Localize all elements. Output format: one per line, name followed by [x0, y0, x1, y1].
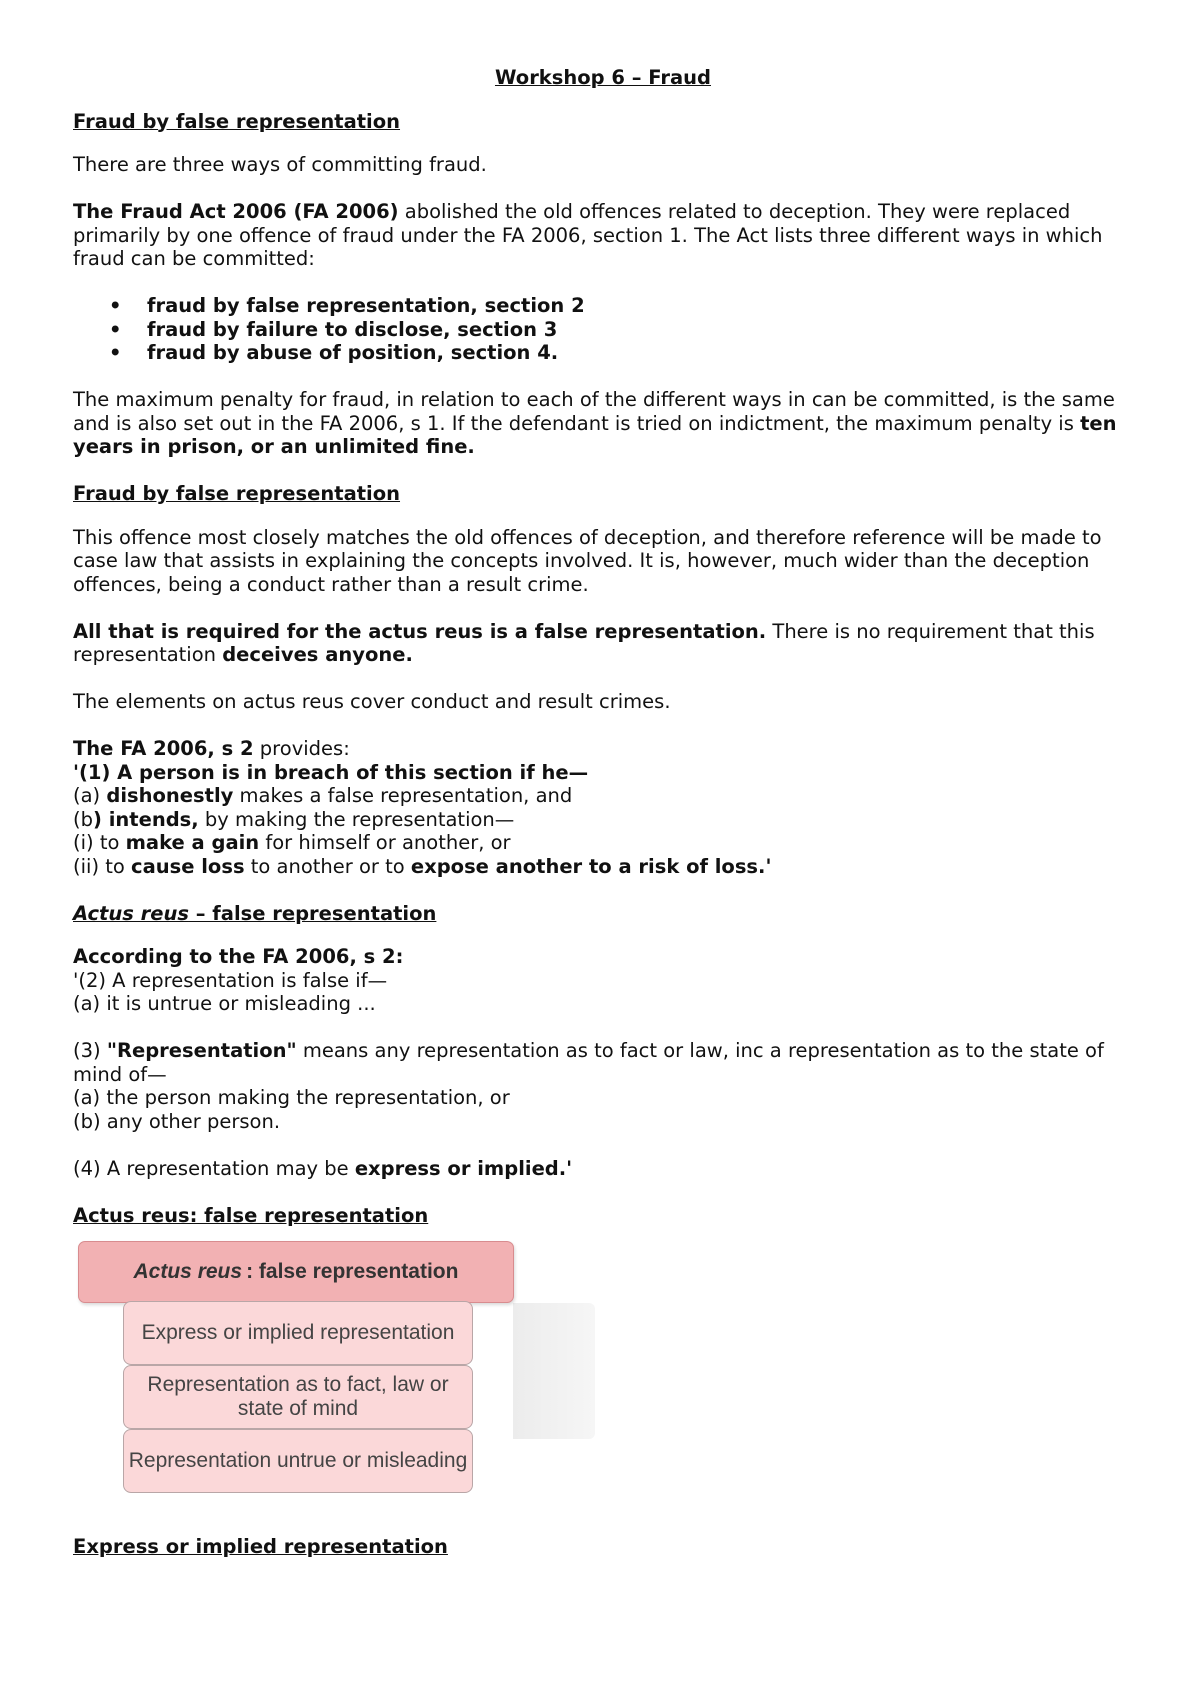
fraud-act-text: abolished the old offences related to deception. They were replaced primarily by one offence of fraud under the FA 2006, section 1. The Act lists three different ways in which fraud can be committed: [73, 200, 1103, 270]
quote-bold: According to the FA 2006, s 2: [73, 945, 404, 968]
list-item: • fraud by abuse of position, section 4. [73, 341, 1133, 365]
quote-line [73, 761, 1133, 785]
quote-line: (a) the person making the representation, or [73, 1086, 510, 1109]
quote-bold: "Representation" [106, 1039, 297, 1062]
quote-text: to another or to [244, 854, 411, 878]
list-item: • fraud by failure to disclose, section 3 [73, 318, 1133, 342]
quote-line [73, 1039, 1133, 1086]
actus-reus-bold: All that is required for the actus reus is a false representation. [73, 619, 767, 643]
quote-line [73, 855, 1133, 879]
quote-text: for himself or another, or [259, 831, 511, 854]
quote-bold: dishonestly [106, 784, 234, 807]
intro-paragraph: There are three ways of committing fraud. [73, 153, 487, 176]
quote-bold: The FA 2006, s 2 [73, 737, 254, 760]
quote-bold: cause loss [131, 854, 245, 878]
quote-bold: make a gain [125, 831, 260, 854]
quote-text: (ii) to [73, 854, 132, 878]
quote-text: means any representation as to fact or law, inc a representation as to the state of mind of— [73, 1039, 1104, 1086]
quote-text: makes a false representation, and [233, 784, 573, 807]
penalty-paragraph [73, 388, 1133, 459]
quote-bold: ) intends, [93, 807, 199, 831]
representation-quote [73, 945, 1133, 1016]
elements-paragraph: The elements on actus reus cover conduct and result crimes. [73, 690, 671, 713]
fraud-act-paragraph [73, 200, 1133, 271]
section-heading: Fraud by false representation [73, 109, 401, 133]
penalty-text: The maximum penalty for fraud, in relation to each of the different ways in can be committed, is the same and is also set out in the FA 2006, s 1. If the defendant is tried on indictment, the maximum penalty is [73, 388, 1115, 435]
quote-text: (i) to [73, 831, 126, 854]
quote-text: (4) A representation may be [73, 1156, 355, 1180]
section-heading [73, 902, 1133, 926]
actus-reus-text: There is no requirement that this representation [73, 619, 1095, 666]
actus-reus-paragraph [73, 620, 1133, 667]
diagram-box-express: Express or implied representation [123, 1301, 473, 1365]
quote-text: (3) [73, 1039, 107, 1062]
quote-line: (a) it is untrue or misleading ... [73, 992, 376, 1015]
quote-text: by making the representation— [198, 807, 515, 831]
heading-text: – false representation [188, 901, 437, 925]
deceives-bold: deceives anyone. [222, 643, 413, 666]
quote-line [73, 945, 1133, 969]
quote-text: (b [73, 807, 93, 831]
diagram-header [78, 1241, 514, 1303]
quote-line [73, 784, 1133, 808]
actus-reus-diagram [73, 1241, 523, 1513]
quote-text: (a) [73, 784, 107, 807]
section-heading: Actus reus: false representation [73, 1203, 429, 1227]
diagram-box-fact-law: Representation as to fact, law or state of mind [123, 1365, 473, 1429]
quote-line [73, 808, 1133, 832]
quote-line: '(2) A representation is false if— [73, 968, 388, 992]
section-2-quote [73, 737, 1133, 878]
express-implied-paragraph [73, 1157, 1133, 1181]
quote-bold: express or implied.' [354, 1156, 573, 1180]
section-heading: Fraud by false representation [73, 482, 401, 505]
deception-paragraph: This offence most closely matches the old offences of deception, and therefore reference will be made to case law that assists in explaining the concepts involved. It is, however, much wider than the deception offences, being a conduct rather than a result crime. [73, 525, 1102, 596]
quote-bold: expose another to a risk of loss.' [410, 854, 772, 878]
document-page [73, 66, 1133, 1579]
quote-line: (b) any other person. [73, 1109, 281, 1133]
quote-line [73, 831, 1133, 855]
fraud-act-name: The Fraud Act 2006 (FA 2006) [73, 200, 399, 223]
ways-list [73, 294, 1133, 365]
diagram-header-text: : false representation [246, 1260, 459, 1284]
penalty-bold: ten years in prison, or an unlimited fine. [73, 411, 1117, 458]
quote-line [73, 737, 1133, 761]
diagram-header-italic: Actus reus [133, 1260, 243, 1284]
quote-bold: '(1) A person is in breach of this section if he— [73, 760, 589, 784]
representation-definition [73, 1039, 1133, 1133]
diagram-box-untrue: Representation untrue or misleading [123, 1429, 473, 1493]
heading-italic: Actus reus [73, 901, 189, 925]
diagram-shadow [513, 1303, 595, 1439]
document-title: Workshop 6 – Fraud [494, 66, 711, 89]
list-item: • fraud by false representation, section 2 [73, 294, 1133, 318]
quote-text: provides: [253, 737, 350, 760]
section-heading: Express or implied representation [73, 1535, 448, 1558]
